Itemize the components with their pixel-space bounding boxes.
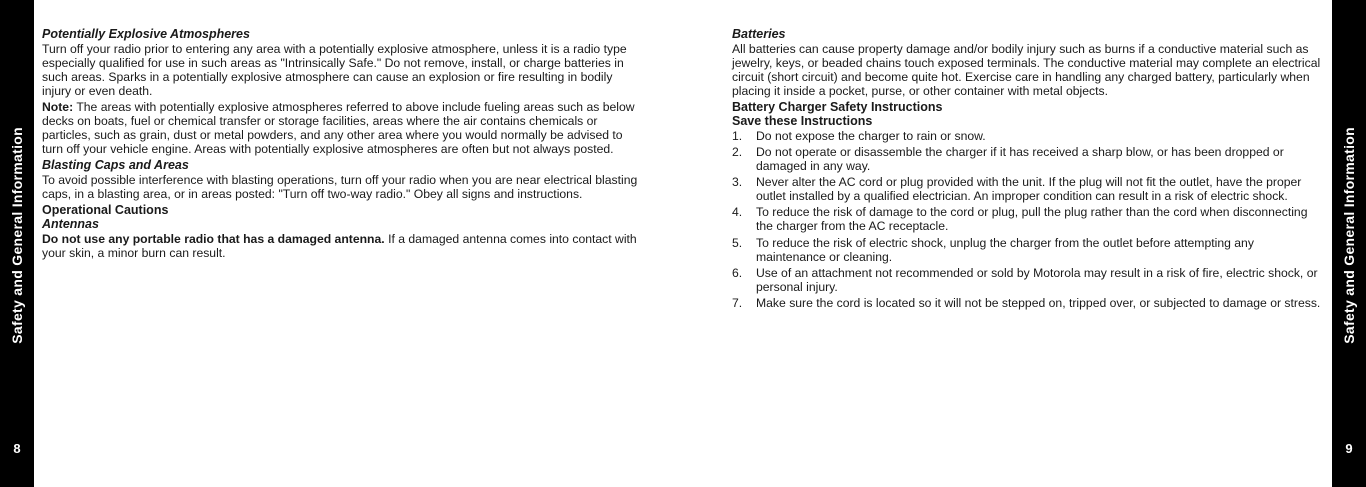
list-item-number: 4. [732,205,743,220]
antennas-paragraph [42,232,642,260]
left-page [42,27,642,262]
list-item [732,175,1324,203]
note-paragraph [42,100,642,156]
list-item [732,236,1324,264]
explosive-body: Turn off your radio prior to entering any area with a potentially explosive atmosphere, unless it is a radio type especially qualified for use in such areas as "Intrinsically Safe." Do not remove, install, or charge batteries in such areas. Sparks in a potentially explosive atmosphere can cause an explosion or fire resulting in bodily injury or even death. [42,41,627,98]
list-item [732,296,1324,310]
operational-heading: Operational Cautions [42,202,169,217]
antennas-subheading: Antennas [42,217,99,232]
list-item-text: Do not operate or disassemble the charger if it has received a sharp blow, or has been dropped or damaged in any way. [756,144,1284,174]
right-tab-label-wrap [1332,70,1366,400]
batteries-heading: Batteries [732,27,786,41]
list-item-number: 1. [732,128,743,143]
list-item-number: 3. [732,175,743,190]
right-page [732,27,1324,312]
right-page-number: 9 [1345,441,1353,456]
antennas-warning: Do not use any portable radio that has a damaged antenna. [42,231,385,246]
right-tab-label: Safety and General Information [1341,126,1357,344]
antennas-body: If a damaged antenna comes into contact with your skin, a minor burn can result. [42,231,637,261]
list-item-number: 5. [732,235,743,250]
list-item [732,145,1324,173]
list-item [732,266,1324,294]
list-item-text: Use of an attachment not recommended or sold by Motorola may result in a risk of fire, electric shock, or personal injury. [756,265,1318,294]
blasting-heading: Blasting Caps and Areas [42,158,189,173]
left-tab-label-wrap [0,70,34,400]
list-item-text: Do not expose the charger to rain or snow. [756,128,986,143]
batteries-body: All batteries can cause property damage and/or bodily injury such as burns if a conductive material such as jewelry, keys, or beaded chains touch exposed terminals. The conductive material may complete an electrical circuit (short circuit) and become quite hot. Exercise care in handling any charged battery, particularly when placing it inside a pocket, purse, or other container with metal objects. [732,41,1321,98]
list-item [732,205,1324,233]
list-item-text: To reduce the risk of electric shock, unplug the charger from the outlet before attempting any maintenance or cleaning. [756,235,1254,264]
note-label: Note: [42,99,74,114]
explosive-heading: Potentially Explosive Atmospheres [42,27,250,41]
list-item-text: To reduce the risk of damage to the cord or plug, pull the plug rather than the cord when disconnecting the charger from the AC receptacle. [756,205,1308,234]
list-item-text: Never alter the AC cord or plug provided with the unit. If the plug will not fit the outlet, have the proper outlet installed by a qualified electrician. An improper condition can result in a risk of electric shock. [756,175,1302,204]
list-item [732,129,1324,143]
list-item-number: 6. [732,265,743,280]
left-page-number: 8 [13,441,21,456]
charger-subheading: Save these Instructions [732,114,873,129]
right-side-tab [1332,0,1366,487]
list-item-number: 7. [732,295,743,310]
charger-instructions-list [732,129,1324,310]
note-text: The areas with potentially explosive atmospheres referred to above include fueling areas such as below decks on boats, fuel or chemical transfer or storage facilities, areas where the air contains chemicals or particles, such as grain, dust or metal powders, and any other area where you would normally be advised to turn off your vehicle engine. Areas with potentially explosive atmospheres are often but not always posted. [42,99,635,157]
list-item-number: 2. [732,144,743,159]
left-side-tab [0,0,34,487]
charger-heading: Battery Charger Safety Instructions [732,99,943,114]
left-tab-label: Safety and General Information [9,126,25,344]
list-item-text: Make sure the cord is located so it will not be stepped on, tripped over, or subjected to damage or stress. [756,295,1321,310]
blasting-body: To avoid possible interference with blasting operations, turn off your radio when you are near electrical blasting caps, in a blasting area, or in areas posted: "Turn off two-way radio." Obey all signs and instructions. [42,172,638,201]
